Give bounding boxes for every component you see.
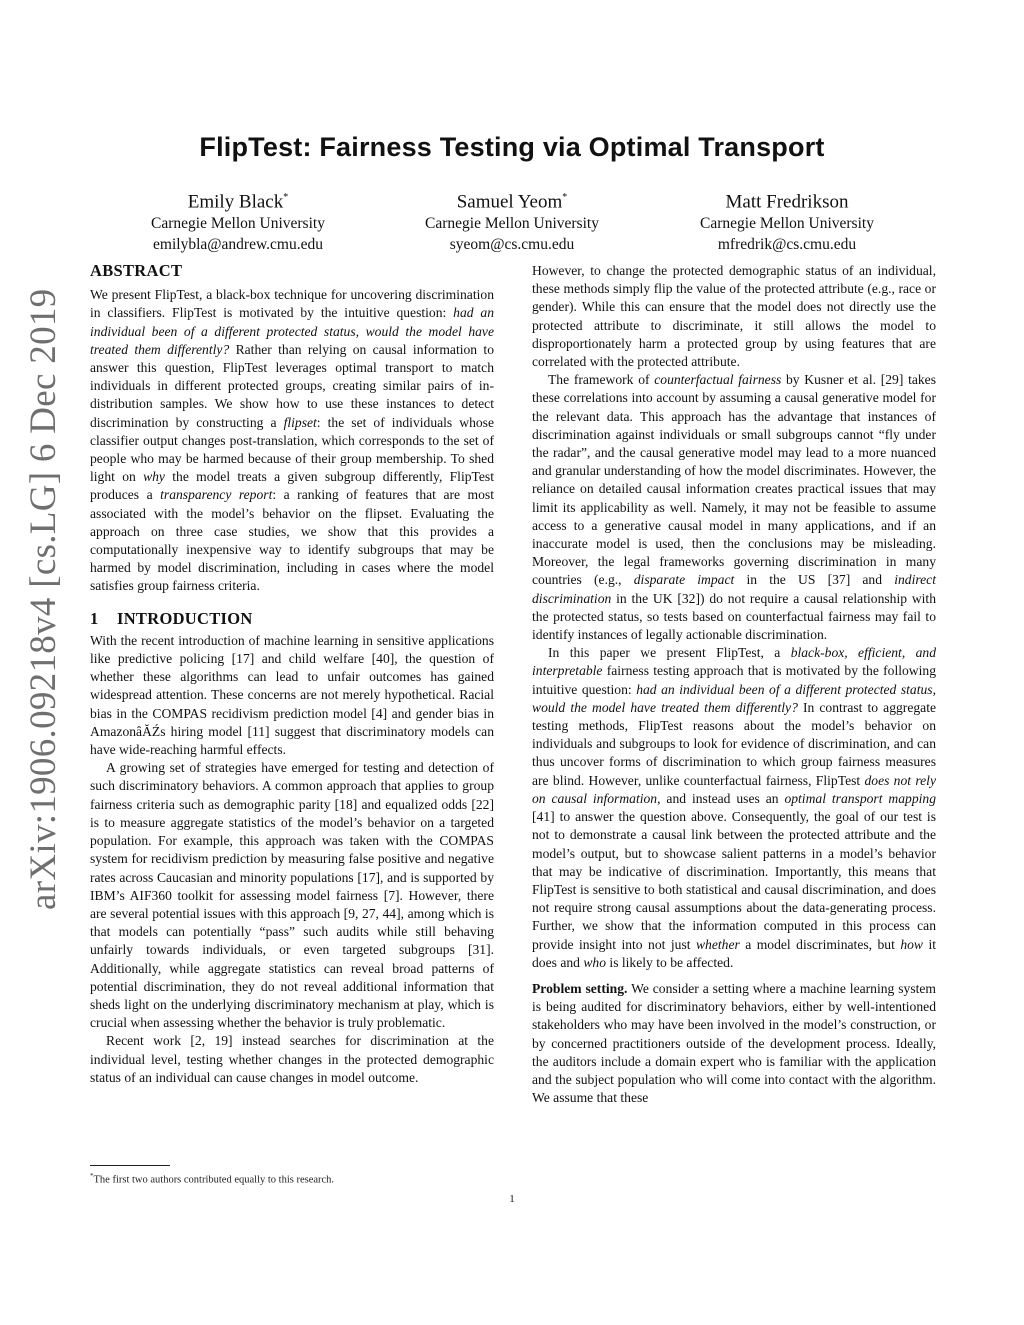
arxiv-identifier: arXiv:1906.09218v4 [cs.LG] 6 Dec 2019 [23, 288, 64, 910]
body-paragraph: The framework of counterfactual fairness by Kusner et al. [29] takes these correlations into account by assuming a causal generative model for the relevant data. This approach has the advantage that instances of discrimination against individuals or small subgroups cannot “fly under the radar”, and the causal generative model may lead to a more nuanced and granular understanding of how the model discriminates. However, the reliance on detailed causal information creates practical issues that may limit its applicability as well. Namely, it may not be feasible to assume access to a generative causal model in many applications, and if an inaccurate model is used, then the conclusions may be misleading. Moreover, the legal frameworks governing discrimination in many countries (e.g., disparate impact in the US [37] and indirect discrimination in the UK [32]) do not require a causal relationship with the protected status, so tests based on counterfactual fairness may fail to identify instances of legally actionable discrimination. [532, 372, 936, 643]
footnote [90, 1172, 334, 1186]
intro-paragraph: With the recent introduction of machine learning in sensitive applications like predictive policing [17] and child welfare [40], the question of whether these algorithms can lead to unfair outcomes has gained widespread attention. These concerns are not merely hypothetical. Racial bias in the COMPAS recidivism prediction model [4] and gender bias in AmazonâĂŹs hiring model [11] suggest that discriminatory models can have wide-reaching harmful effects. [90, 632, 494, 758]
author-block-3 [657, 186, 917, 255]
author-name: Emily Black [187, 191, 284, 213]
body-paragraph: However, to change the protected demographic status of an individual, these methods simply flip the value of the protected attribute (e.g., race or gender). While this can ensure that the model does not directly use the protected attribute to discriminate, it still allows the model to disproportionately harm a protected group by using features that are correlated with the protected attribute. [532, 263, 936, 370]
page-number: 1 [509, 1193, 515, 1205]
author-block-2 [382, 186, 642, 255]
paper-title: FlipTest: Fairness Testing via Optimal Transport [199, 132, 825, 162]
intro-paragraph: Recent work [2, 19] instead searches for discrimination at the individual level, testing whether changes in the protected demographic status of an individual can cause changes in model outcome. [90, 1033, 494, 1085]
footnote-rule [90, 1165, 170, 1166]
author-email: mfredrik@cs.cmu.edu [717, 235, 857, 253]
problem-setting-text: We consider a setting where a machine learning system is being audited for discriminatory behaviors, either by well-intentioned stakeholders who may have been involved in the model’s construction, or by concerned practitioners outside of the development process. Ideally, the auditors include a domain expert who is familiar with the application and the subject population who will come into contact with the algorithm. We assume that these [532, 980, 936, 1106]
author-email: syeom@cs.cmu.edu [449, 235, 575, 253]
author-block-1 [108, 186, 368, 255]
body-paragraph: In this paper we present FlipTest, a black-box, efficient, and interpretable fairness testing approach that is motivated by the following intuitive question: had an individual been of a different protected status, would the model have treated them differently? In contrast to aggregate testing methods, FlipTest reasons about the model’s behavior on individuals and subgroups to look for evidence of discrimination, and can thus uncover forms of discrimination to which group fairness measures are blind. However, unlike counterfactual fairness, FlipTest does not rely on causal information, and instead uses an optimal transport mapping [41] to answer the question above. Consequently, the goal of our test is not to demonstrate a causal link between the protected attribute and the model’s output, but to showcase salient patterns in a model’s behavior that may be indicative of discrimination. Importantly, this means that FlipTest is sensitive to both statistical and causal discrimination, and does not require strong causal assumptions about the data-generating process. Further, we show that the information computed in this process can provide insight into not just whether a model discriminates, but how it does and who is likely to be affected. [532, 645, 937, 970]
section-heading-introduction [90, 610, 494, 628]
section-number: 1 [90, 608, 99, 628]
author-name: Matt Fredrikson [725, 191, 849, 213]
intro-paragraph: A growing set of strategies have emerged for testing and detection of such discriminatory behaviors. A common approach that applies to group fairness criteria such as demographic parity [18] and equalized odds [22] is to measure aggregate statistics of the model’s behavior on a targeted population. For example, this approach was taken with the COMPAS system for recidivism prediction by measuring false positive and negative rates across Caucasian and minority populations [17], and is supported by IBM’s AIF360 toolkit for assessing model fairness [7]. However, there are several potential issues with this approach [9, 27, 44], among which is that models can potentially “pass” such audits while still behaving unfairly towards individuals, or even targeted subgroups [31]. Additionally, while aggregate statistics can reveal broad patterns of potential discrimination, they do not reveal additional information that sheds light on the underlying discriminatory mechanism at play, which is crucial when assessing whether the behavior is truly problematic. [90, 760, 494, 1031]
section-title: INTRODUCTION [117, 608, 253, 628]
author-mark: * [283, 192, 289, 203]
abstract-text: We present FlipTest, a black-box technique for uncovering discrimination in classifiers. FlipTest is motivated by the intuitive question: had an individual been of a different protected status, would the model have treated them differently? Rather than relying on causal information to answer this question, FlipTest leverages optimal transport to match individuals in different protected groups, creating similar pairs of in-distribution samples. We show how to use these instances to detect discrimination by constructing a flipset: the set of individuals whose classifier output changes post-translation, which corresponds to the set of people who may be harmed because of their group membership. To shed light on why the model treats a given subgroup differently, FlipTest produces a transparency report: a ranking of features that are most associated with the model’s behavior on the flipset. Evaluating the approach on three case studies, we show that this provides a computationally inexpensive way to identify subgroups that may be harmed by model discrimination, including in cases where the model satisfies group fairness criteria. [90, 287, 495, 594]
author-affiliation: Carnegie Mellon University [425, 215, 599, 233]
author-email: emilybla@andrew.cmu.edu [153, 235, 323, 253]
author-mark: * [562, 192, 568, 203]
footnote-text: The first two authors contributed equally to this research. [93, 1174, 335, 1186]
right-column [532, 262, 936, 1107]
abstract-heading: ABSTRACT [90, 261, 183, 280]
author-affiliation: Carnegie Mellon University [151, 215, 325, 233]
left-column [90, 262, 494, 1087]
author-name: Samuel Yeom [456, 191, 563, 213]
footnote-mark: * [90, 1172, 94, 1180]
run-in-heading: Problem setting. [532, 980, 628, 996]
author-affiliation: Carnegie Mellon University [700, 215, 874, 233]
problem-setting-paragraph [532, 980, 936, 1107]
